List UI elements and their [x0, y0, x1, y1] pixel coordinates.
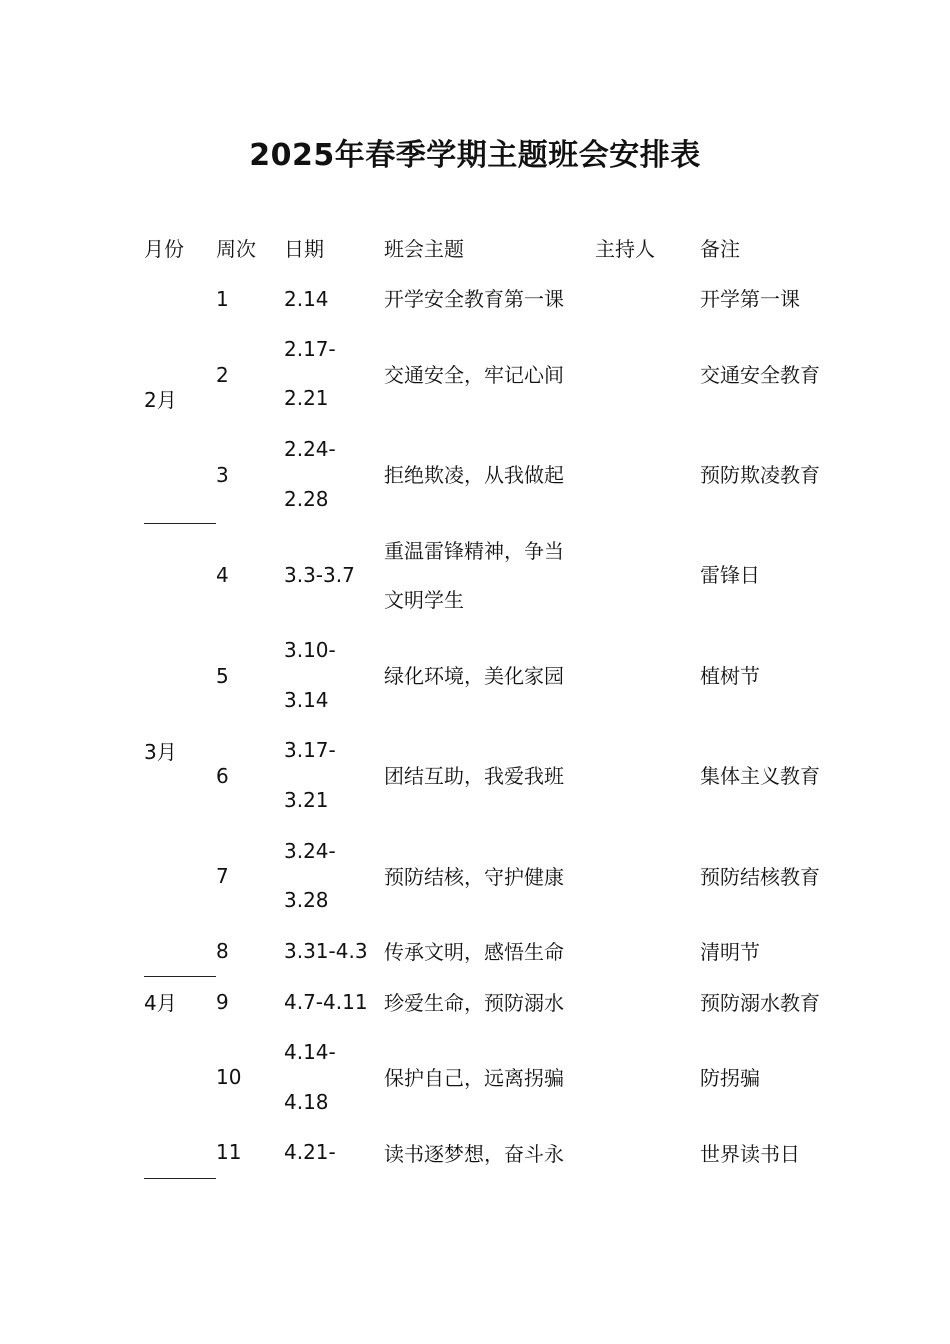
- theme-cell: 预防结核，守护健康: [384, 865, 564, 889]
- date-cell: 4.7-4.11: [284, 990, 368, 1014]
- week-cell: 6: [216, 764, 229, 788]
- theme-cell: 珍爱生命，预防溺水: [384, 991, 564, 1015]
- theme-cell: 拒绝欺凌，从我做起: [384, 463, 564, 487]
- note-cell: 预防结核教育: [700, 865, 820, 889]
- note-cell: 雷锋日: [700, 563, 760, 587]
- date-cell: 3.3-3.7: [284, 563, 355, 587]
- month-label: 2月: [144, 388, 177, 412]
- note-cell: 预防溺水教育: [700, 991, 820, 1015]
- note-cell: 预防欺凌教育: [700, 463, 820, 487]
- header-host: 主持人: [595, 237, 655, 261]
- date-cell: 4.18: [284, 1090, 329, 1114]
- theme-cell: 绿化环境，美化家园: [384, 664, 564, 688]
- theme-cell: 团结互助，我爱我班: [384, 764, 564, 788]
- date-cell: 3.21: [284, 788, 329, 812]
- week-cell: 3: [216, 463, 229, 487]
- week-cell: 10: [216, 1065, 242, 1089]
- theme-cell: 传承文明，感悟生命: [384, 940, 564, 964]
- header-date: 日期: [284, 237, 324, 261]
- week-cell: 7: [216, 864, 229, 888]
- date-cell: 4.21-: [284, 1140, 336, 1164]
- date-cell: 3.10-: [284, 638, 336, 662]
- week-cell: 9: [216, 990, 229, 1014]
- page-title: 2025年春季学期主题班会安排表: [249, 138, 701, 173]
- month-divider: [144, 523, 216, 524]
- week-cell: 8: [216, 939, 229, 963]
- month-divider: [144, 1178, 216, 1179]
- date-cell: 2.14: [284, 287, 329, 311]
- theme-cell: 保护自己，远离拐骗: [384, 1066, 564, 1090]
- note-cell: 植树节: [700, 664, 760, 688]
- week-cell: 2: [216, 363, 229, 387]
- note-cell: 清明节: [700, 940, 760, 964]
- date-cell: 3.28: [284, 888, 329, 912]
- date-cell: 2.17-: [284, 337, 336, 361]
- theme-cell: 交通安全，牢记心间: [384, 363, 564, 387]
- date-cell: 3.17-: [284, 738, 336, 762]
- week-cell: 4: [216, 563, 229, 587]
- header-week: 周次: [216, 237, 256, 261]
- week-cell: 11: [216, 1140, 242, 1164]
- header-note: 备注: [700, 237, 740, 261]
- date-cell: 2.21: [284, 386, 329, 410]
- theme-cell: 文明学生: [384, 588, 464, 612]
- week-cell: 5: [216, 664, 229, 688]
- month-divider: [144, 976, 216, 977]
- month-label: 3月: [144, 740, 177, 764]
- header-theme: 班会主题: [384, 237, 464, 261]
- date-cell: 3.31-4.3: [284, 939, 368, 963]
- note-cell: 集体主义教育: [700, 764, 820, 788]
- note-cell: 世界读书日: [700, 1142, 800, 1166]
- date-cell: 3.14: [284, 688, 329, 712]
- date-cell: 4.14-: [284, 1040, 336, 1064]
- note-cell: 交通安全教育: [700, 363, 820, 387]
- week-cell: 1: [216, 287, 229, 311]
- header-month: 月份: [144, 237, 184, 261]
- date-cell: 2.24-: [284, 437, 336, 461]
- theme-cell: 读书逐梦想，奋斗永: [384, 1142, 564, 1166]
- date-cell: 3.24-: [284, 839, 336, 863]
- note-cell: 开学第一课: [700, 287, 800, 311]
- theme-cell: 开学安全教育第一课: [384, 287, 564, 311]
- date-cell: 2.28: [284, 487, 329, 511]
- note-cell: 防拐骗: [700, 1066, 760, 1090]
- month-label: 4月: [144, 991, 177, 1015]
- theme-cell: 重温雷锋精神，争当: [384, 539, 564, 563]
